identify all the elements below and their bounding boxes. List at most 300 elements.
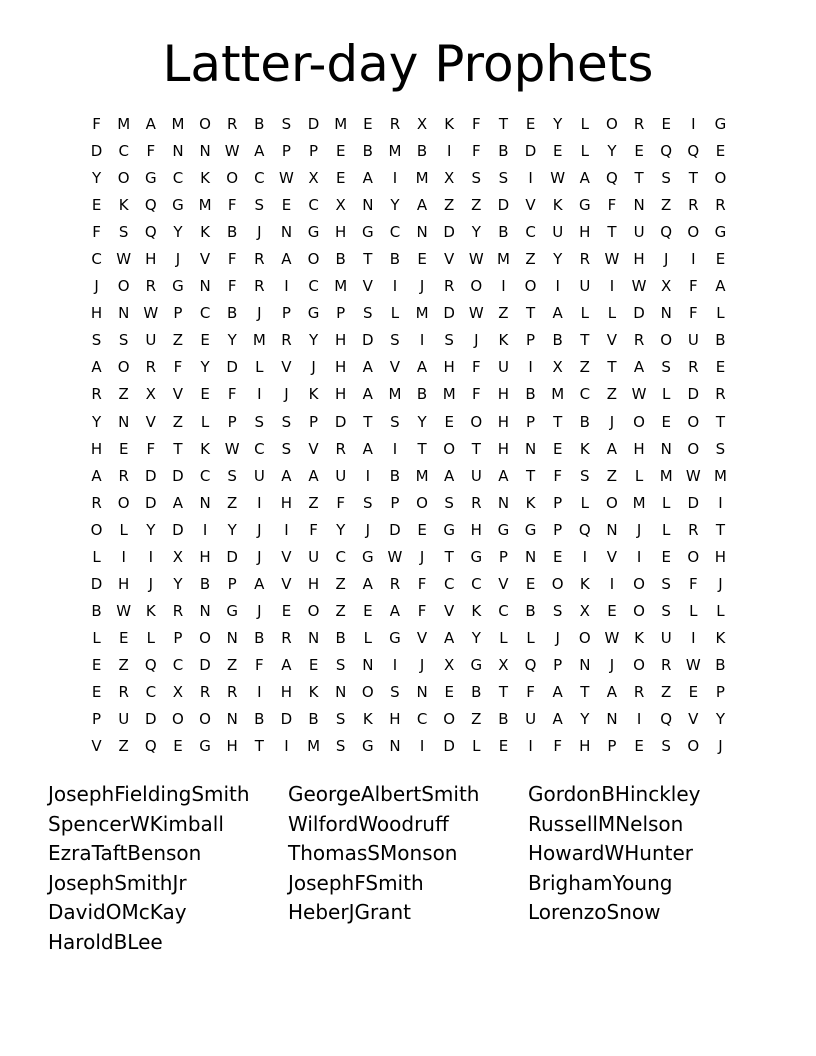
grid-letter[interactable]: T	[254, 737, 264, 756]
grid-letter[interactable]: H	[90, 304, 103, 323]
grid-letter[interactable]: Z	[471, 196, 482, 215]
grid-letter[interactable]: R	[91, 385, 102, 404]
grid-letter[interactable]: M	[415, 304, 429, 323]
grid-letter[interactable]: K	[471, 601, 482, 620]
grid-letter[interactable]: S	[335, 655, 346, 674]
grid-letter[interactable]: J	[148, 574, 154, 593]
grid-letter[interactable]: F	[146, 142, 156, 161]
grid-letter[interactable]: L	[499, 628, 508, 647]
grid-letter[interactable]: B	[525, 601, 536, 620]
grid-letter[interactable]: G	[579, 196, 591, 215]
grid-letter[interactable]: D	[145, 466, 157, 485]
grid-letter[interactable]: B	[335, 250, 346, 269]
grid-letter[interactable]: U	[253, 466, 265, 485]
grid-letter[interactable]: L	[92, 547, 101, 566]
grid-letter[interactable]: C	[254, 439, 265, 458]
grid-letter[interactable]: Z	[335, 601, 346, 620]
grid-letter[interactable]: J	[257, 601, 262, 620]
grid-letter[interactable]: N	[660, 304, 672, 323]
grid-letter[interactable]: S	[118, 331, 129, 350]
grid-letter[interactable]: R	[254, 277, 265, 296]
grid-letter[interactable]: A	[362, 385, 373, 404]
grid-letter[interactable]: Y	[173, 574, 183, 593]
grid-letter[interactable]: Z	[579, 358, 590, 377]
grid-letter[interactable]: O	[578, 628, 591, 647]
grid-letter[interactable]: Y	[417, 412, 427, 431]
grid-letter[interactable]: H	[633, 250, 645, 269]
grid-letter[interactable]: L	[255, 358, 264, 377]
grid-letter[interactable]: K	[715, 628, 726, 647]
grid-letter[interactable]: M	[171, 115, 185, 133]
grid-letter[interactable]: B	[308, 710, 319, 729]
grid-letter[interactable]: I	[392, 277, 398, 296]
grid-letter[interactable]: O	[606, 493, 618, 512]
grid-letter[interactable]: I	[501, 277, 506, 296]
grid-letter[interactable]: G	[172, 196, 184, 215]
grid-letter[interactable]: V	[281, 358, 292, 377]
grid-letter[interactable]: Z	[525, 250, 536, 269]
grid-letter[interactable]: B	[471, 682, 482, 701]
grid-letter[interactable]: Q	[524, 655, 537, 674]
grid-letter[interactable]: B	[335, 628, 346, 647]
grid-letter[interactable]: V	[688, 710, 699, 729]
grid-letter[interactable]: B	[416, 142, 428, 161]
grid-letter[interactable]: I	[392, 169, 398, 188]
grid-letter[interactable]: E	[444, 412, 454, 431]
grid-letter[interactable]: Y	[607, 142, 617, 161]
grid-letter[interactable]: G	[226, 601, 238, 620]
grid-letter[interactable]: U	[687, 331, 699, 350]
grid-letter[interactable]: A	[444, 628, 455, 647]
grid-letter[interactable]: F	[336, 493, 345, 512]
grid-letter[interactable]: Y	[390, 196, 400, 215]
grid-letter[interactable]: I	[582, 547, 588, 566]
grid-letter[interactable]: C	[579, 385, 591, 404]
grid-letter[interactable]: A	[579, 169, 590, 188]
grid-letter[interactable]: D	[90, 142, 103, 161]
grid-letter[interactable]: S	[91, 331, 102, 350]
grid-letter[interactable]: O	[660, 331, 673, 350]
grid-letter[interactable]: T	[363, 412, 373, 431]
grid-letter[interactable]: M	[713, 466, 727, 485]
grid-letter[interactable]: I	[148, 547, 154, 566]
grid-letter[interactable]: N	[199, 493, 211, 512]
grid-letter[interactable]: B	[498, 142, 509, 161]
grid-letter[interactable]: F	[471, 142, 481, 161]
grid-letter[interactable]: E	[91, 196, 102, 215]
grid-letter[interactable]: D	[145, 710, 157, 729]
grid-letter[interactable]: R	[633, 115, 645, 133]
grid-letter[interactable]: P	[607, 737, 617, 756]
grid-letter[interactable]: Q	[144, 223, 157, 242]
grid-letter[interactable]: A	[254, 574, 265, 593]
grid-letter[interactable]: A	[552, 710, 563, 729]
grid-letter[interactable]: N	[226, 710, 238, 729]
grid-letter[interactable]: J	[94, 277, 99, 296]
grid-letter[interactable]: Z	[661, 682, 672, 701]
grid-letter[interactable]: Z	[471, 710, 482, 729]
grid-letter[interactable]: I	[365, 466, 371, 485]
grid-letter[interactable]: D	[443, 737, 455, 756]
grid-letter[interactable]: W	[116, 250, 132, 269]
grid-letter[interactable]: U	[552, 223, 564, 242]
grid-letter[interactable]: S	[335, 737, 346, 756]
grid-letter[interactable]: K	[579, 574, 590, 593]
grid-letter[interactable]: O	[633, 574, 645, 593]
grid-letter[interactable]: K	[118, 196, 129, 215]
grid-letter[interactable]: B	[389, 250, 401, 269]
grid-letter[interactable]: H	[714, 547, 727, 566]
grid-letter[interactable]: A	[715, 277, 726, 296]
grid-letter[interactable]: X	[308, 169, 319, 188]
grid-letter[interactable]: X	[416, 115, 428, 133]
grid-letter[interactable]: R	[688, 358, 699, 377]
grid-letter[interactable]: N	[416, 682, 428, 701]
grid-letter[interactable]: E	[308, 655, 319, 674]
grid-letter[interactable]: Y	[580, 710, 590, 729]
grid-letter[interactable]: S	[254, 412, 265, 431]
grid-letter[interactable]: B	[579, 412, 590, 431]
grid-letter[interactable]: T	[715, 520, 726, 539]
grid-letter[interactable]: A	[498, 466, 509, 485]
grid-letter[interactable]: B	[416, 385, 428, 404]
grid-letter[interactable]: N	[226, 628, 238, 647]
grid-letter[interactable]: N	[416, 223, 428, 242]
grid-letter[interactable]: K	[579, 439, 590, 458]
grid-letter[interactable]: N	[524, 547, 537, 566]
grid-letter[interactable]: F	[227, 250, 237, 269]
grid-letter[interactable]: G	[497, 520, 510, 539]
grid-letter[interactable]: J	[555, 628, 560, 647]
grid-letter[interactable]: W	[685, 466, 701, 485]
grid-letter[interactable]: S	[444, 493, 454, 512]
grid-letter[interactable]: V	[444, 250, 455, 269]
grid-letter[interactable]: N	[118, 304, 130, 323]
grid-letter[interactable]: A	[281, 466, 292, 485]
grid-letter[interactable]: H	[579, 223, 591, 242]
grid-letter[interactable]: H	[335, 358, 347, 377]
grid-letter[interactable]: A	[633, 358, 645, 377]
grid-letter[interactable]: G	[172, 277, 184, 296]
grid-letter[interactable]: Z	[335, 574, 346, 593]
grid-letter[interactable]: Q	[578, 520, 591, 539]
grid-letter[interactable]: A	[172, 493, 184, 512]
grid-letter[interactable]: S	[254, 196, 265, 215]
grid-letter[interactable]: M	[415, 466, 429, 485]
grid-letter[interactable]: N	[280, 223, 293, 242]
grid-letter[interactable]: U	[633, 223, 645, 242]
grid-letter[interactable]: T	[525, 304, 536, 323]
grid-letter[interactable]: I	[121, 547, 126, 566]
grid-letter[interactable]: D	[443, 304, 455, 323]
grid-letter[interactable]: V	[281, 574, 292, 593]
grid-letter[interactable]: E	[525, 574, 536, 593]
grid-letter[interactable]: V	[91, 737, 102, 756]
grid-letter[interactable]: J	[663, 250, 669, 269]
grid-letter[interactable]: O	[416, 493, 428, 512]
grid-letter[interactable]: B	[227, 304, 238, 323]
grid-letter[interactable]: A	[606, 439, 618, 458]
grid-letter[interactable]: Z	[498, 304, 509, 323]
grid-letter[interactable]: O	[470, 277, 483, 296]
grid-letter[interactable]: A	[145, 115, 156, 133]
grid-letter[interactable]: N	[199, 277, 211, 296]
grid-letter[interactable]: Z	[118, 737, 129, 756]
grid-letter[interactable]: W	[468, 250, 484, 269]
grid-letter[interactable]: H	[497, 385, 510, 404]
grid-letter[interactable]: E	[715, 142, 726, 161]
grid-letter[interactable]: B	[389, 466, 401, 485]
grid-letter[interactable]: G	[714, 223, 727, 242]
grid-letter[interactable]: K	[444, 115, 455, 133]
grid-letter[interactable]: R	[389, 574, 401, 593]
grid-letter[interactable]: F	[553, 737, 562, 756]
grid-letter[interactable]: I	[257, 682, 262, 701]
grid-letter[interactable]: L	[580, 493, 589, 512]
grid-letter[interactable]: E	[661, 547, 671, 566]
grid-letter[interactable]: V	[362, 277, 373, 296]
grid-letter[interactable]: A	[552, 682, 563, 701]
grid-letter[interactable]: H	[335, 223, 347, 242]
grid-letter[interactable]: V	[172, 385, 184, 404]
grid-letter[interactable]: M	[334, 115, 348, 133]
grid-letter[interactable]: L	[119, 520, 128, 539]
grid-letter[interactable]: P	[173, 304, 183, 323]
grid-letter[interactable]: Z	[172, 331, 184, 350]
grid-letter[interactable]: A	[389, 601, 401, 620]
grid-letter[interactable]: Y	[227, 520, 237, 539]
grid-letter[interactable]: F	[471, 358, 481, 377]
grid-letter[interactable]: M	[659, 466, 673, 485]
grid-letter[interactable]: L	[92, 628, 101, 647]
grid-letter[interactable]: H	[579, 737, 591, 756]
grid-letter[interactable]: P	[309, 412, 319, 431]
grid-letter[interactable]: E	[173, 737, 183, 756]
grid-letter[interactable]: P	[227, 412, 237, 431]
grid-letter[interactable]: G	[362, 547, 374, 566]
grid-letter[interactable]: W	[604, 250, 620, 269]
grid-letter[interactable]: F	[92, 115, 101, 133]
grid-letter[interactable]: R	[660, 655, 672, 674]
grid-letter[interactable]: Z	[118, 655, 129, 674]
grid-letter[interactable]: K	[308, 385, 319, 404]
grid-letter[interactable]: L	[662, 385, 671, 404]
grid-letter[interactable]: I	[284, 520, 289, 539]
grid-letter[interactable]: J	[311, 358, 316, 377]
grid-letter[interactable]: N	[579, 655, 591, 674]
grid-letter[interactable]: G	[199, 737, 211, 756]
grid-letter[interactable]: U	[470, 466, 482, 485]
grid-letter[interactable]: A	[362, 169, 373, 188]
grid-letter[interactable]: X	[579, 601, 590, 620]
grid-letter[interactable]: I	[691, 250, 696, 269]
grid-letter[interactable]: C	[254, 169, 265, 188]
grid-letter[interactable]: O	[633, 601, 645, 620]
grid-letter[interactable]: N	[606, 710, 618, 729]
grid-letter[interactable]: K	[552, 196, 563, 215]
grid-letter[interactable]: N	[633, 196, 645, 215]
grid-letter[interactable]: D	[226, 547, 238, 566]
grid-letter[interactable]: F	[553, 466, 562, 485]
grid-letter[interactable]: T	[715, 412, 726, 431]
grid-letter[interactable]: D	[307, 115, 320, 133]
grid-letter[interactable]: A	[91, 466, 102, 485]
grid-letter[interactable]: Q	[144, 737, 157, 756]
grid-letter[interactable]: I	[419, 737, 425, 756]
grid-letter[interactable]: E	[363, 601, 373, 620]
grid-letter[interactable]: R	[281, 331, 292, 350]
grid-letter[interactable]: B	[199, 574, 211, 593]
grid-letter[interactable]: M	[496, 250, 510, 269]
grid-letter[interactable]: R	[118, 682, 129, 701]
grid-letter[interactable]: N	[335, 682, 347, 701]
grid-letter[interactable]: T	[553, 412, 563, 431]
grid-letter[interactable]: T	[498, 115, 509, 133]
grid-letter[interactable]: L	[200, 412, 210, 431]
grid-letter[interactable]: F	[227, 385, 237, 404]
grid-letter[interactable]: Y	[227, 331, 237, 350]
grid-letter[interactable]: L	[662, 520, 671, 539]
grid-letter[interactable]: J	[636, 520, 642, 539]
grid-letter[interactable]: O	[687, 439, 700, 458]
grid-letter[interactable]: O	[470, 412, 483, 431]
grid-letter[interactable]: E	[444, 682, 454, 701]
grid-letter[interactable]: E	[91, 682, 102, 701]
grid-letter[interactable]: C	[308, 196, 319, 215]
grid-letter[interactable]: T	[444, 547, 454, 566]
grid-letter[interactable]: W	[604, 628, 620, 647]
grid-letter[interactable]: K	[634, 628, 644, 647]
grid-letter[interactable]: D	[687, 493, 700, 512]
grid-letter[interactable]: E	[634, 142, 644, 161]
grid-letter[interactable]: C	[199, 466, 211, 485]
grid-letter[interactable]: D	[280, 710, 293, 729]
grid-letter[interactable]: E	[200, 385, 210, 404]
grid-letter[interactable]: A	[362, 358, 373, 377]
grid-letter[interactable]: O	[307, 601, 320, 620]
grid-letter[interactable]: J	[257, 304, 262, 323]
grid-letter[interactable]: D	[443, 223, 455, 242]
grid-letter[interactable]: G	[307, 223, 320, 242]
grid-letter[interactable]: C	[118, 142, 129, 161]
grid-letter[interactable]: H	[307, 574, 320, 593]
grid-letter[interactable]: I	[555, 277, 560, 296]
grid-letter[interactable]: O	[117, 493, 130, 512]
grid-letter[interactable]: P	[281, 304, 291, 323]
grid-letter[interactable]: U	[660, 628, 672, 647]
grid-letter[interactable]: E	[634, 737, 644, 756]
grid-letter[interactable]: H	[497, 412, 510, 431]
grid-letter[interactable]: K	[200, 169, 210, 188]
grid-letter[interactable]: F	[309, 520, 318, 539]
grid-letter[interactable]: U	[308, 547, 320, 566]
grid-letter[interactable]: G	[307, 304, 320, 323]
grid-letter[interactable]: E	[552, 439, 563, 458]
grid-letter[interactable]: D	[199, 655, 211, 674]
grid-letter[interactable]: D	[633, 304, 645, 323]
grid-letter[interactable]: R	[633, 682, 645, 701]
grid-letter[interactable]: G	[714, 115, 727, 133]
grid-letter[interactable]: J	[365, 520, 371, 539]
grid-letter[interactable]: O	[226, 169, 239, 188]
grid-letter[interactable]: C	[145, 682, 157, 701]
grid-letter[interactable]: P	[526, 331, 536, 350]
grid-letter[interactable]: I	[419, 331, 425, 350]
grid-letter[interactable]: C	[199, 304, 211, 323]
grid-letter[interactable]: P	[309, 142, 319, 161]
grid-letter[interactable]: O	[361, 682, 374, 701]
grid-letter[interactable]: W	[468, 304, 484, 323]
grid-letter[interactable]: E	[715, 358, 726, 377]
grid-letter[interactable]: E	[525, 115, 536, 133]
grid-letter[interactable]: Z	[308, 493, 319, 512]
grid-letter[interactable]: W	[387, 547, 403, 566]
grid-letter[interactable]: S	[552, 601, 563, 620]
grid-letter[interactable]: B	[715, 655, 726, 674]
grid-letter[interactable]: F	[688, 574, 698, 593]
grid-letter[interactable]: J	[718, 574, 723, 593]
grid-letter[interactable]: F	[417, 574, 427, 593]
grid-letter[interactable]: J	[419, 547, 425, 566]
grid-letter[interactable]: M	[388, 142, 402, 161]
grid-letter[interactable]: L	[662, 493, 671, 512]
grid-letter[interactable]: R	[471, 493, 482, 512]
grid-letter[interactable]: O	[633, 655, 645, 674]
grid-letter[interactable]: D	[172, 520, 184, 539]
grid-letter[interactable]: F	[526, 682, 535, 701]
grid-letter[interactable]: L	[607, 304, 617, 323]
grid-letter[interactable]: R	[335, 439, 346, 458]
grid-letter[interactable]: D	[687, 385, 700, 404]
grid-letter[interactable]: J	[257, 223, 262, 242]
grid-letter[interactable]: O	[117, 169, 130, 188]
grid-letter[interactable]: C	[525, 223, 536, 242]
grid-letter[interactable]: M	[198, 196, 212, 215]
grid-letter[interactable]: A	[552, 304, 563, 323]
grid-letter[interactable]: D	[334, 412, 347, 431]
grid-letter[interactable]: K	[200, 439, 210, 458]
grid-letter[interactable]: F	[688, 304, 698, 323]
grid-letter[interactable]: W	[224, 142, 240, 161]
grid-letter[interactable]: M	[415, 169, 429, 188]
grid-letter[interactable]: E	[417, 250, 427, 269]
grid-letter[interactable]: E	[335, 142, 346, 161]
grid-letter[interactable]: S	[390, 331, 400, 350]
grid-letter[interactable]: W	[631, 277, 647, 296]
grid-letter[interactable]: O	[443, 710, 456, 729]
grid-letter[interactable]: L	[716, 304, 725, 323]
grid-letter[interactable]: F	[227, 277, 237, 296]
grid-letter[interactable]: X	[172, 682, 184, 701]
grid-letter[interactable]: T	[525, 466, 536, 485]
grid-letter[interactable]: I	[528, 169, 533, 188]
grid-letter[interactable]: G	[389, 628, 401, 647]
grid-letter[interactable]: C	[308, 277, 319, 296]
grid-letter[interactable]: E	[498, 737, 509, 756]
grid-letter[interactable]: A	[362, 439, 373, 458]
grid-letter[interactable]: R	[443, 277, 455, 296]
grid-letter[interactable]: Y	[715, 710, 726, 729]
grid-letter[interactable]: B	[91, 601, 102, 620]
grid-letter[interactable]: I	[284, 737, 289, 756]
grid-letter[interactable]: O	[687, 737, 700, 756]
grid-letter[interactable]: Y	[173, 223, 183, 242]
grid-letter[interactable]: E	[200, 331, 210, 350]
grid-letter[interactable]: V	[606, 547, 618, 566]
grid-letter[interactable]: Y	[91, 412, 102, 431]
grid-letter[interactable]: Y	[200, 358, 210, 377]
grid-letter[interactable]: X	[444, 655, 455, 674]
